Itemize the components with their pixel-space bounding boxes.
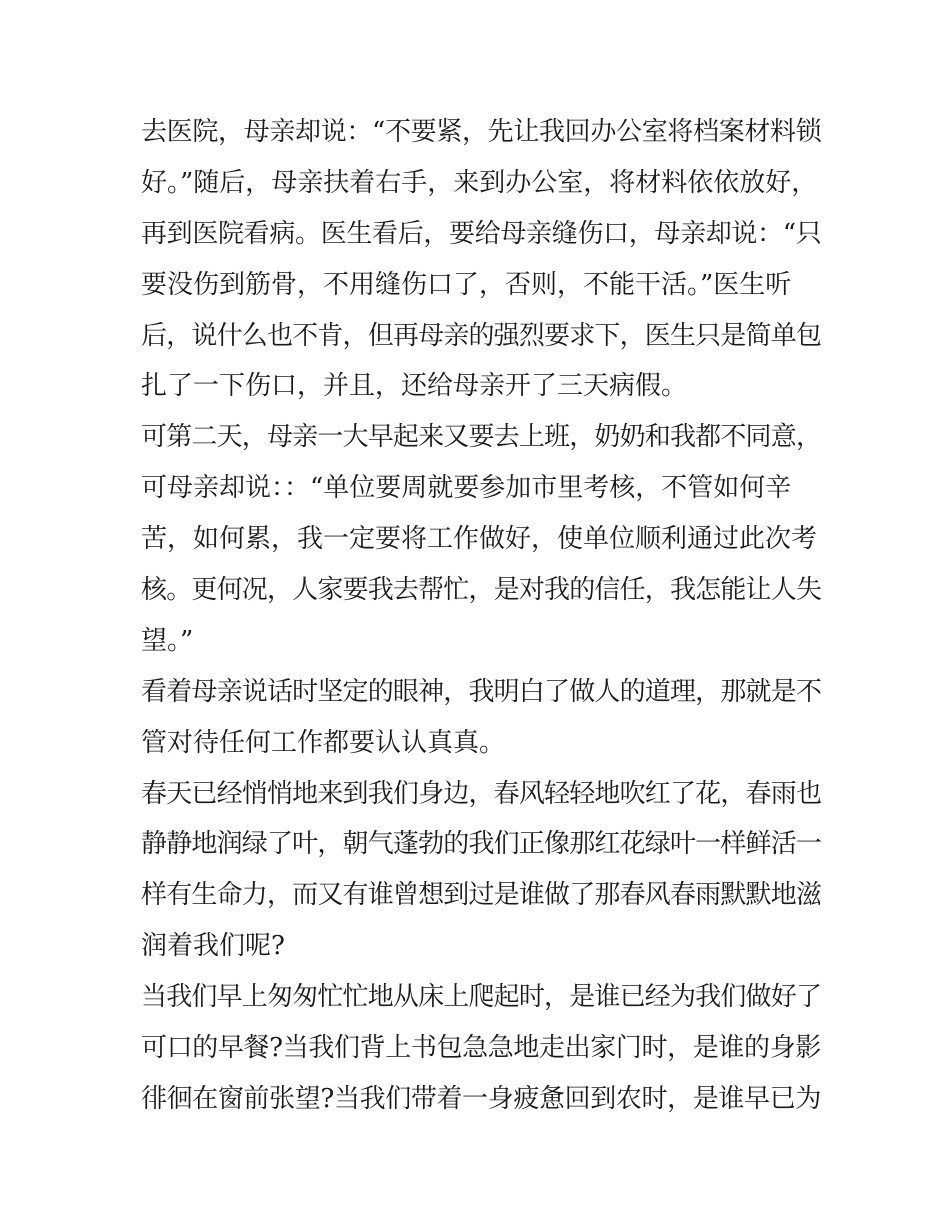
text-line: 徘徊在窗前张望?当我们带着一身疲惫回到农时，是谁早已为 [141,1083,821,1114]
text-line: 后，说什么也不肯，但再母亲的强烈要求下，医生只是简单包 [141,320,822,351]
text-line: 春天已经悄悄地来到我们身边，春风轻轻地吹红了花，春雨也 [141,778,822,809]
text-line: 好。”随后，母亲扶着右手，来到办公室，将材料依依放好， [141,167,818,198]
body-text [141,107,821,1125]
text-line: 管对待任何工作都要认认真真。 [141,727,506,758]
text-line: 苦，如何累，我一定要将工作做好，使单位顺利通过此次考 [141,524,818,555]
text-line: 去医院，母亲却说：“不要紧，先让我回办公室将档案材料锁 [141,117,822,147]
text-line: 当我们早上匆匆忙忙地从床上爬起时，是谁已经为我们做好了 [141,982,822,1013]
text-line: 再到医院看病。医生看后，要给母亲缝伤口，母亲却说：“只 [141,218,822,249]
text-line: 润着我们呢? [141,931,285,962]
text-line: 核。更何况，人家要我去帮忙，是对我的信任，我怎能让人失 [141,575,822,606]
text-line: 可母亲却说：：“单位要周就要参加市里考核，不管如何辛 [141,473,792,504]
text-line: 看着母亲说话时坚定的眼神，我明白了做人的道理，那就是不 [141,676,822,707]
text-line: 扎了一下伤口，并且，还给母亲开了三天病假。 [141,371,688,402]
text-line: 样有生命力，而又有谁曾想到过是谁做了那春风春雨默默地滋 [141,880,822,911]
text-line: 望。” [141,625,194,656]
text-line: 可第二天，母亲一大早起来又要去上班，奶奶和我都不同意， [141,422,822,453]
text-line: 要没伤到筋骨，不用缝伤口了，否则，不能干活。”医生听 [141,269,792,300]
text-line: 静静地润绿了叶，朝气蓬勃的我们正像那红花绿叶一样鲜活一 [141,829,822,860]
text-line: 可口的早餐?当我们背上书包急急地走出家门时，是谁的身影 [141,1033,821,1064]
